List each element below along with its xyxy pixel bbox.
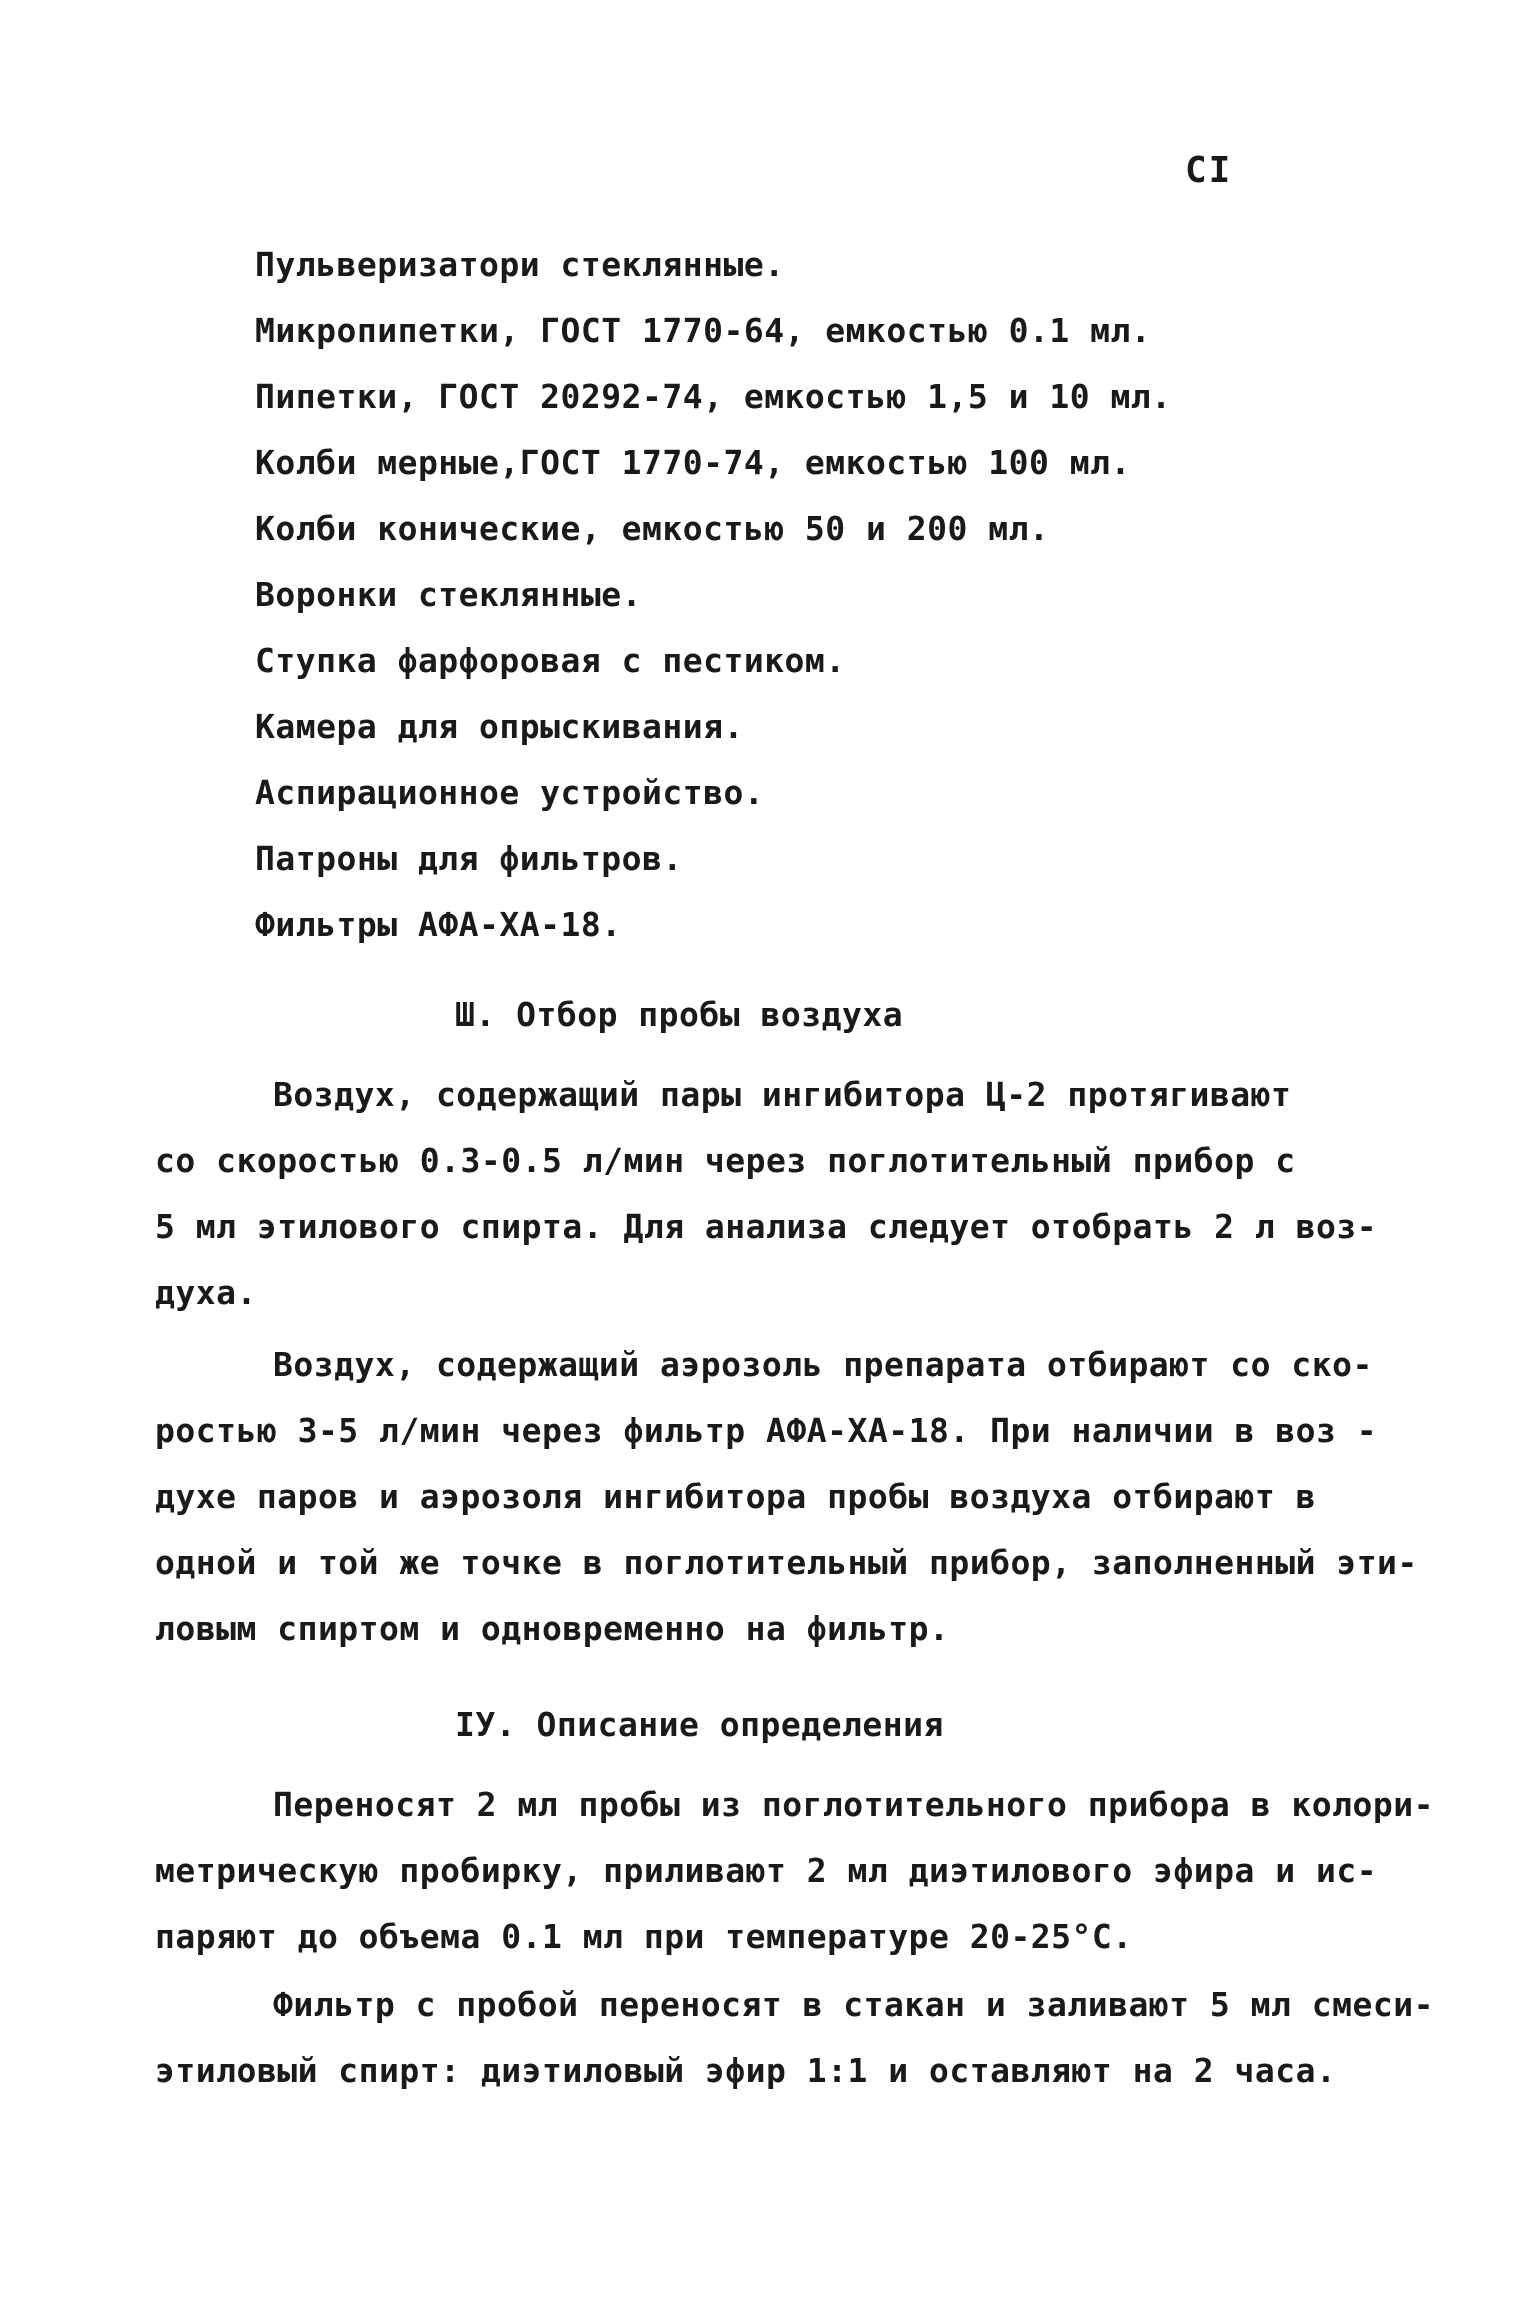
list-item: Пипетки, ГОСТ 20292-74, емкостью 1,5 и 10 мл. [255,377,1172,416]
list-item: Камера для опрыскивания. [255,707,744,746]
list-item: Колби конические, емкостью 50 и 200 мл. [255,509,1050,548]
paragraph-line: паряют до объема 0.1 мл при температуре 20-25°С. [155,1917,1133,1956]
section-4-paragraph-1 [155,1785,1434,1983]
paragraph-line: со скоростью 0.3-0.5 л/мин через поглотительный прибор с [155,1141,1296,1180]
paragraph-line: одной и той же точке в поглотительный прибор, заполненный эти- [155,1543,1418,1582]
section-4-heading: IУ. Описание определения [455,1705,944,1744]
list-item: Патроны для фильтров. [255,839,683,878]
page-number: CI [1185,150,1233,191]
paragraph-line: 5 мл этилового спирта. Для анализа следует отобрать 2 л воз- [155,1207,1378,1246]
paragraph-line: духе паров и аэрозоля ингибитора пробы воздуха отбирают в [155,1477,1316,1516]
equipment-list [255,245,1405,971]
paragraph-line: ловым спиртом и одновременно на фильтр. [155,1609,950,1648]
section-3-paragraph-2 [155,1345,1418,1675]
paragraph-line: духа. [155,1273,257,1312]
paragraph-line: Воздух, содержащий пары ингибитора Ц-2 протягивают [273,1075,1292,1114]
paragraph-line: этиловый спирт: диэтиловый эфир 1:1 и оставляют на 2 часа. [155,2051,1337,2090]
list-item: Аспирационное устройство. [255,773,765,812]
section-3-heading: Ш. Отбор пробы воздуха [455,995,904,1034]
list-item: Пульверизатори стеклянные. [255,245,785,284]
paragraph-line: Воздух, содержащий аэрозоль препарата отбирают со ско- [273,1345,1373,1384]
list-item: Воронки стеклянные. [255,575,642,614]
paragraph-line: ростью 3-5 л/мин через фильтр АФА-ХА-18. При наличии в воз - [155,1411,1378,1450]
paragraph-line: Переносят 2 мл пробы из поглотительного прибора в колори- [273,1785,1434,1824]
section-4-paragraph-2 [155,1985,1434,2117]
section-3-paragraph-1 [155,1075,1395,1339]
list-item: Фильтры АФА-ХА-18. [255,905,622,944]
paragraph-line: метрическую пробирку, приливают 2 мл диэтилового эфира и ис- [155,1851,1378,1890]
list-item: Ступка фарфоровая с пестиком. [255,641,846,680]
paragraph-line: Фильтр с пробой переносят в стакан и заливают 5 мл смеси- [273,1985,1434,2024]
list-item: Колби мерные,ГОСТ 1770-74, емкостью 100 мл. [255,443,1131,482]
list-item: Микропипетки, ГОСТ 1770-64, емкостью 0.1 мл. [255,311,1152,350]
